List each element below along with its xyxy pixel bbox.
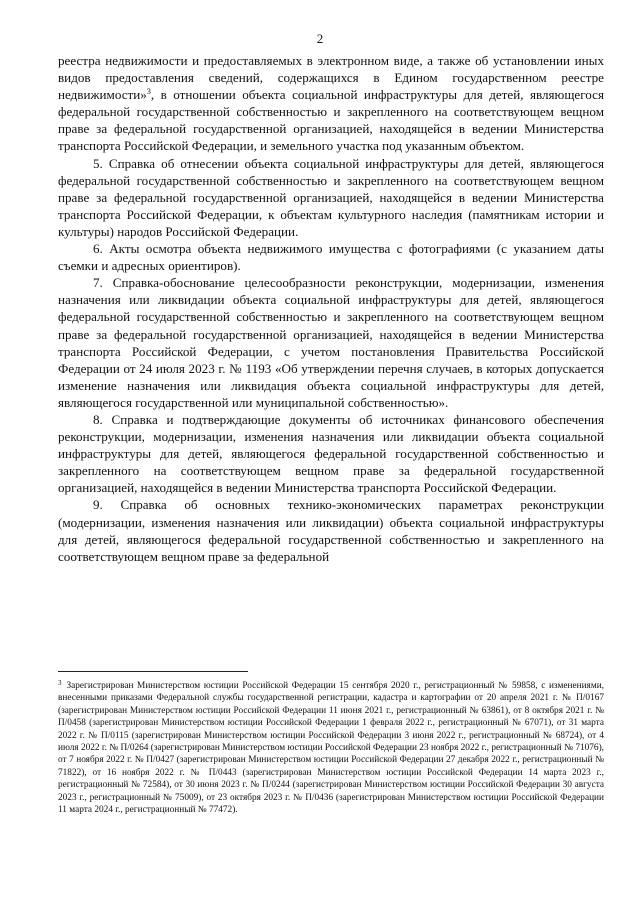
paragraph-item-5: 5. Справка об отнесении объекта социальной инфраструктуры для детей, являющегося федеральной государственной собственностью и закрепленного на соответствующем вещном праве за федеральной государственной организацией, находящейся в ведении Министерства транспорта Российской Федерации, к объектам культурного наследия (памятникам истории и культуры) народов Российской Федерации. [58, 155, 604, 239]
paragraph-item-9: 9. Справка об основных технико-экономических параметрах реконструкции (модернизации, изменения назначения или ликвидации) объекта социальной инфраструктуры для детей, являющегося федеральной государственной собственностью и закрепленного на соответствующем вещном праве за федеральной [58, 497, 604, 564]
page-number: 2 [316, 31, 324, 46]
document-body [58, 52, 604, 565]
footnote-reference: 3 [146, 87, 151, 97]
paragraph-continuation-part-a: реестра недвижимости и предоставляемых в электронном виде, а также об установлении иных видов предоставления сведений, содержащихся в Едином государственном реестре недвижимости» [58, 53, 604, 103]
paragraph-continuation [58, 52, 604, 155]
paragraph-item-7: 7. Справка-обоснование целесообразности реконструкции, модернизации, изменения назначения или ликвидации объекта социальной инфраструктуры для детей, являющегося федеральной государственной собственностью и закрепленного на соответствующем вещном праве за федеральной государственной организацией, находящейся в ведении Министерства транспорта Российской Федерации, с учетом постановления Правительства Российской Федерации от 24 июля 2023 г. № 1193 «Об утверждении перечня случаев, в которых допускается изменение назначения или ликвидация объекта социальной инфраструктуры для детей, являющегося государственной или муниципальной собственностью». [58, 275, 604, 410]
footnote-divider [58, 671, 248, 672]
paragraph-continuation-part-b: , в отношении объекта социальной инфраструктуры для детей, являющегося федеральной государственной собственностью и закрепленного на соответствующем вещном праве за федеральной государственной организацией, находящейся в ведении Министерства транспорта Российской Федерации, и земельного участка под указанным объектом. [58, 87, 604, 154]
footnote [58, 680, 604, 816]
paragraph-item-8: 8. Справка и подтверждающие документы об источниках финансового обеспечения реконструкции, модернизации, изменения назначения или ликвидации объекта социальной инфраструктуры для детей, являющегося федеральной государственной собственностью и закрепленного на соответствующем вещном праве за федеральной государственной организацией, находящейся в ведении Министерства транспорта Российской Федерации. [58, 411, 604, 496]
paragraph-item-6: 6. Акты осмотра объекта недвижимого имущества с фотографиями (с указанием даты съемки и адресных ориентиров). [58, 241, 604, 274]
footnote-text: Зарегистрирован Министерством юстиции Российской Федерации 15 сентября 2020 г., регистрационный № 59858, с изменениями, внесенными приказами Федеральной службы государственной регистрации, кадастра и картографии от 20 апреля 2021 г. № П/0167 (зарегистрирован Министерством юстиции Российской Федерации 11 июня 2021 г., регистрационный № 63861), от 8 октября 2021 г. № П/0458 (зарегистрирован Министерством юстиции Российской Федерации 1 февраля 2022 г., регистрационный № 67071), от 31 марта 2022 г. № П/0115 (зарегистрирован Министерством юстиции Российской Федерации 3 июня 2022 г., регистрационный № 68724), от 4 июля 2022 г. № П/0264 (зарегистрирован Министерством юстиции Российской Федерации 23 ноября 2022 г., регистрационный № 71076), от 7 ноября 2022 г. № П/0427 (зарегистрирован Министерством юстиции Российской Федерации 27 декабря 2022 г., регистрационный № 71822), от 16 ноября 2022 г. № П/0443 (зарегистрирован Министерством юстиции Российской Федерации 14 марта 2023 г., регистрационный № 72584), от 30 июня 2023 г. № П/0244 (зарегистрирован Министерством юстиции Российской Федерации 30 августа 2023 г., регистрационный № 75009), от 23 октября 2023 г. № П/0436 (зарегистрирован Министерством юстиции Российской Федерации 11 марта 2024 г., регистрационный № 77472). [58, 681, 604, 816]
footnote-marker: 3 [58, 679, 62, 687]
